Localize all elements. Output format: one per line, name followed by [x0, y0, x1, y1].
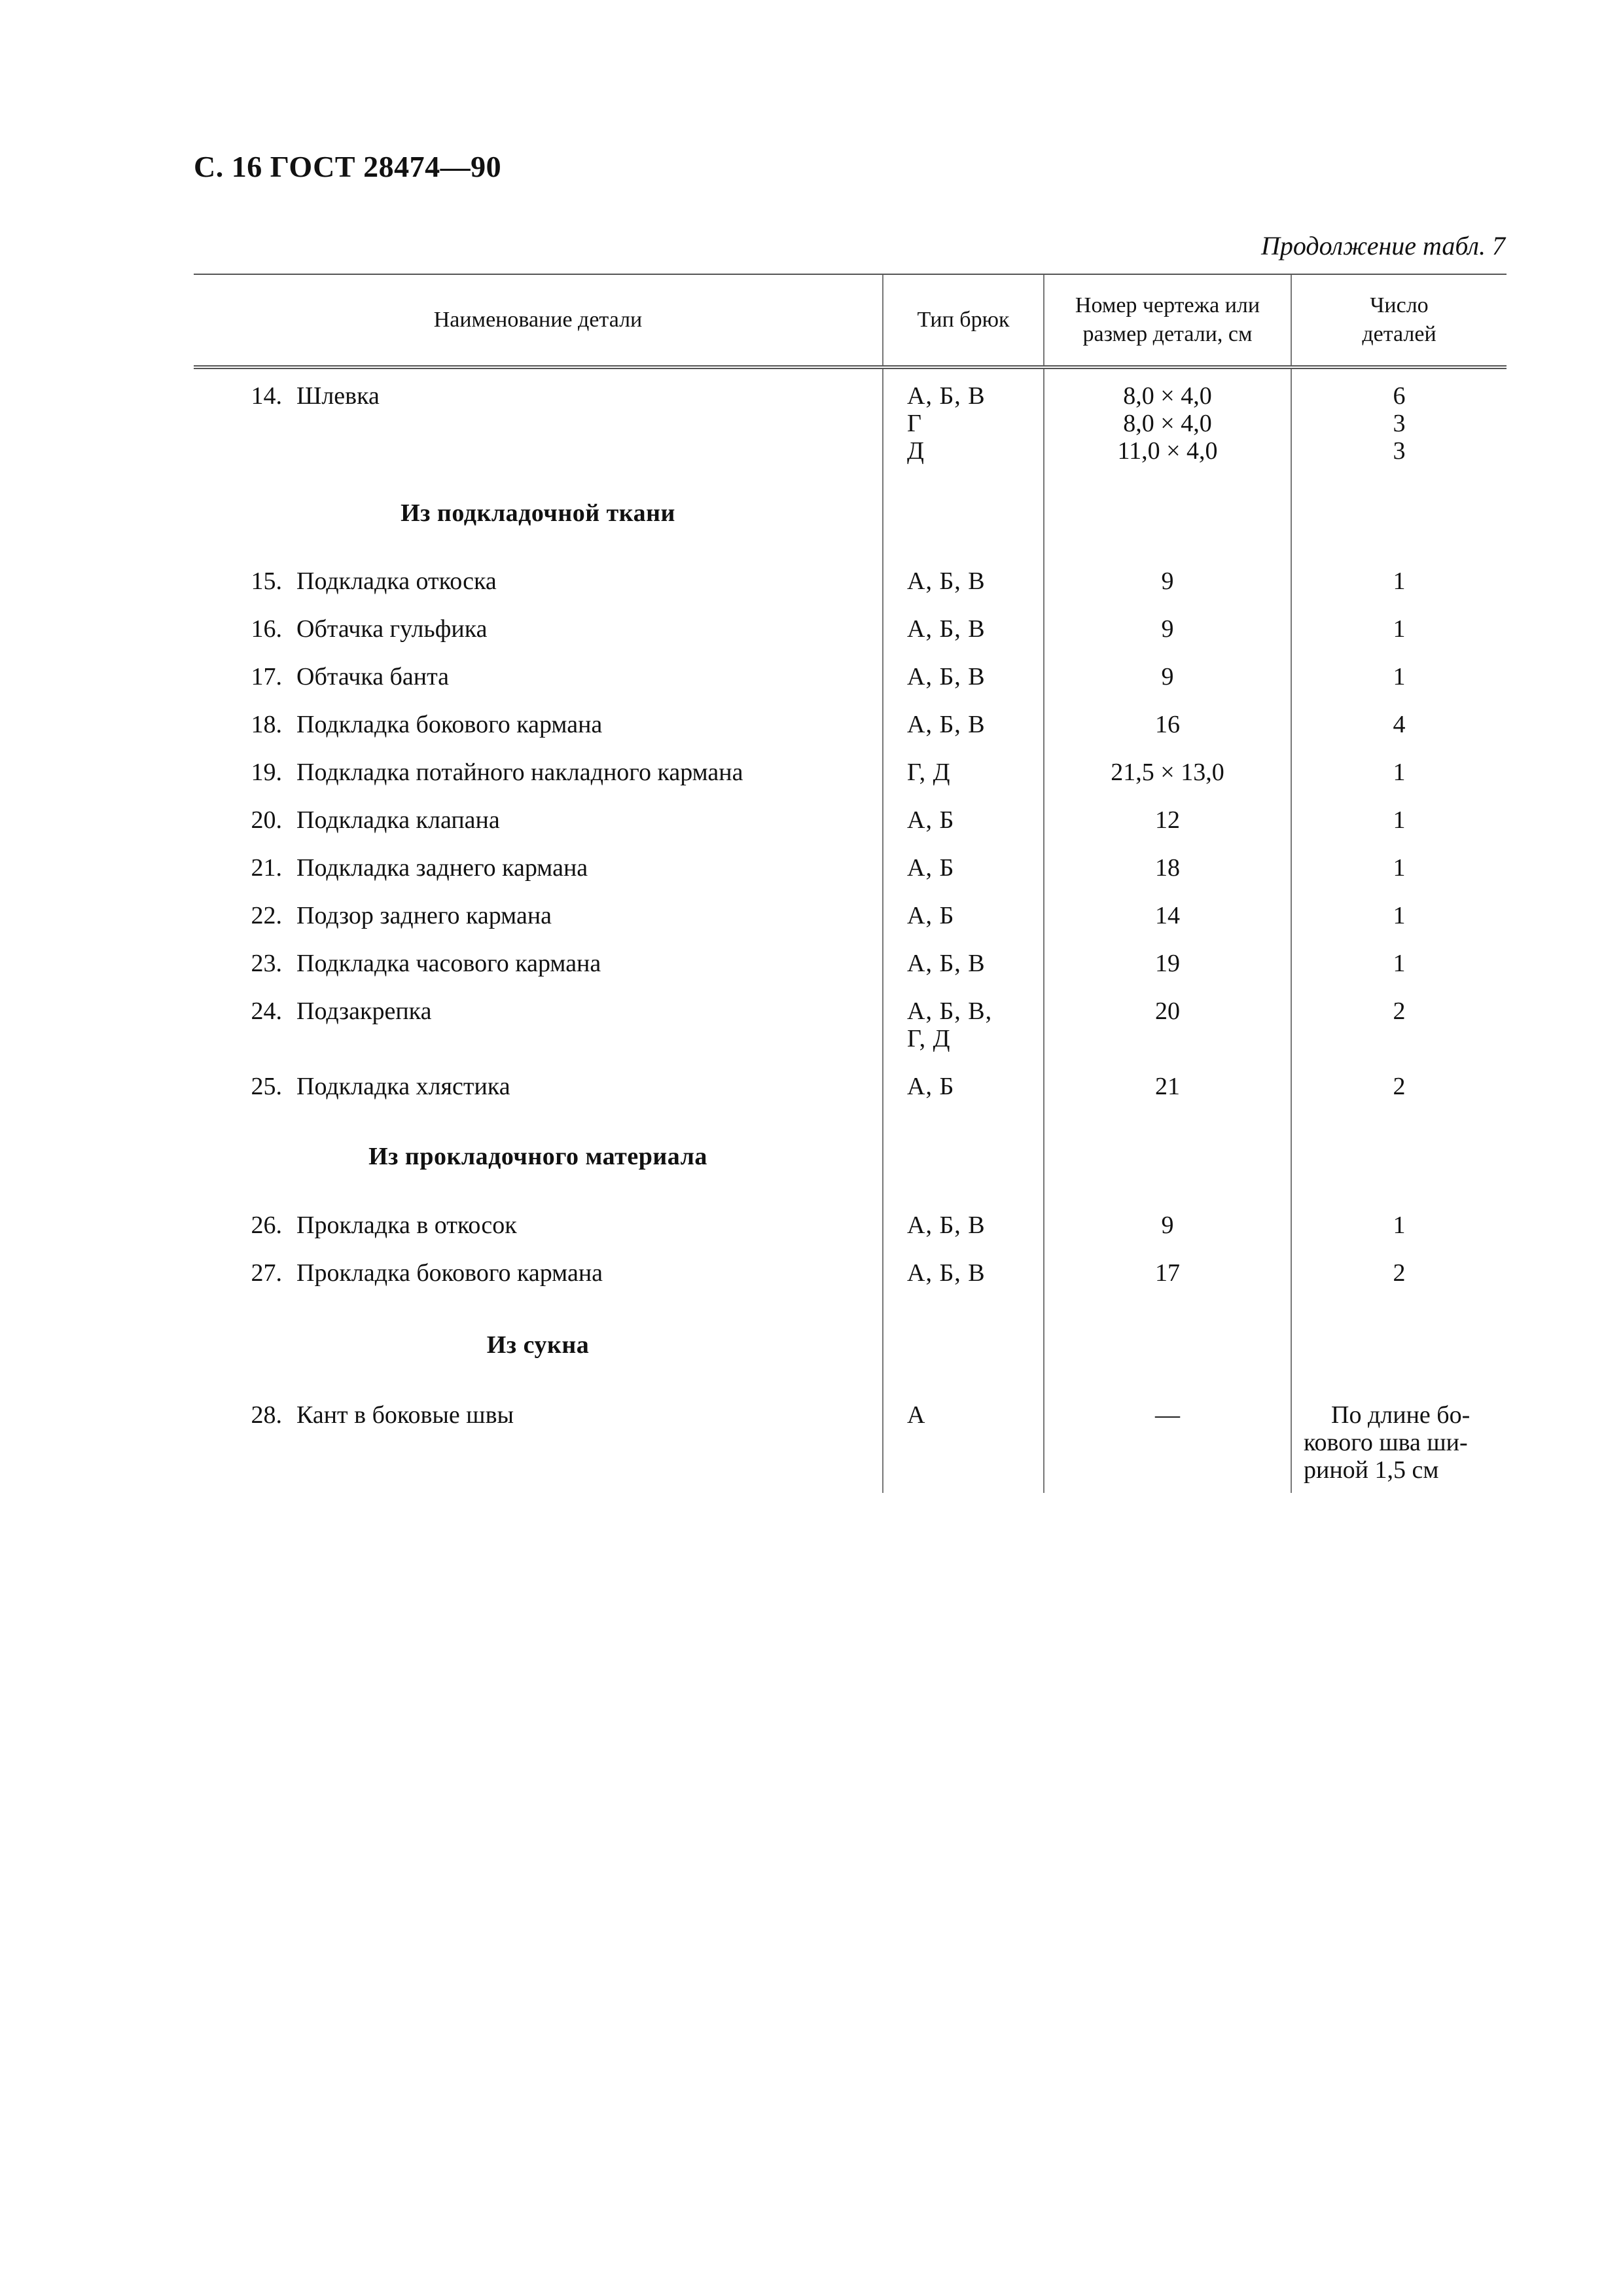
- row-number: 24.: [251, 997, 282, 1025]
- row-number: 21.: [251, 854, 282, 882]
- empty-cell: [883, 1193, 1044, 1211]
- row-name-cell: [194, 759, 883, 806]
- table-row: [194, 367, 1507, 477]
- column-header-drawing-line1: Номер чертежа или: [1075, 293, 1260, 317]
- row-name: Подкладка откоска: [296, 567, 497, 595]
- row-count: 2: [1291, 1073, 1507, 1120]
- spacer-row: [194, 1383, 1507, 1401]
- empty-cell: [883, 1120, 1044, 1193]
- empty-cell: [194, 549, 883, 567]
- table-row: [194, 759, 1507, 806]
- empty-cell: [1044, 1307, 1291, 1383]
- row-type: А, Б: [883, 806, 1044, 854]
- table-row: [194, 663, 1507, 711]
- row-drawing: 9: [1044, 567, 1291, 615]
- row-name-cell: [194, 1073, 883, 1120]
- column-header-drawing-line2: размер детали, см: [1082, 322, 1253, 346]
- row-count: 1: [1291, 759, 1507, 806]
- row-name: Обтачка гульфика: [296, 615, 488, 643]
- row-number: 17.: [251, 663, 282, 691]
- empty-cell: [194, 1193, 883, 1211]
- row-drawing: 8,0 × 4,0: [1123, 382, 1212, 410]
- row-type: А, Б, В: [883, 711, 1044, 759]
- row-drawing: 19: [1044, 950, 1291, 997]
- row-drawing: 16: [1044, 711, 1291, 759]
- row-number: 26.: [251, 1211, 282, 1239]
- row-name: Подкладка хлястика: [296, 1073, 510, 1100]
- empty-cell: [1044, 1383, 1291, 1401]
- row-name: Кант в боковые швы: [296, 1401, 514, 1429]
- empty-cell: [194, 1383, 883, 1401]
- row-count-cell: [1291, 1401, 1507, 1493]
- column-header-name-text: Наименование детали: [433, 308, 643, 332]
- table-row: [194, 1259, 1507, 1307]
- section-row: [194, 1120, 1507, 1193]
- column-header-drawing: [1044, 274, 1291, 367]
- table-row: [194, 1073, 1507, 1120]
- row-count: 4: [1291, 711, 1507, 759]
- table-row: [194, 902, 1507, 950]
- row-count: 3: [1393, 410, 1406, 437]
- section-row: [194, 477, 1507, 549]
- row-name: Подкладка часового кармана: [296, 950, 601, 977]
- column-header-count: [1291, 274, 1507, 367]
- row-name-cell: [194, 367, 883, 477]
- row-number: 22.: [251, 902, 282, 929]
- table-row: [194, 950, 1507, 997]
- row-name-cell: [194, 567, 883, 615]
- empty-cell: [883, 477, 1044, 549]
- row-count: 2: [1291, 1259, 1507, 1307]
- empty-cell: [1291, 1193, 1507, 1211]
- row-count-cell: [1291, 367, 1507, 477]
- empty-cell: [883, 1383, 1044, 1401]
- row-name: Подзор заднего кармана: [296, 902, 552, 929]
- row-type: А, Б, В: [883, 1211, 1044, 1259]
- row-name: Подкладка бокового кармана: [296, 711, 603, 738]
- empty-cell: [883, 1307, 1044, 1383]
- row-count: 1: [1291, 663, 1507, 711]
- row-count: 1: [1291, 902, 1507, 950]
- row-name-cell: [194, 663, 883, 711]
- table-row: [194, 1211, 1507, 1259]
- row-type: А, Б: [883, 1073, 1044, 1120]
- table-row: [194, 1401, 1507, 1493]
- row-drawing: 21: [1044, 1073, 1291, 1120]
- row-type: А, Б: [883, 902, 1044, 950]
- row-name-cell: [194, 1259, 883, 1307]
- table-row: [194, 711, 1507, 759]
- row-type-cell: [883, 997, 1044, 1073]
- empty-cell: [1044, 477, 1291, 549]
- row-type: Д: [907, 437, 925, 465]
- empty-cell: [1291, 1120, 1507, 1193]
- row-type: Г: [907, 410, 922, 437]
- row-type: А, Б: [883, 854, 1044, 902]
- row-count: 1: [1291, 1211, 1507, 1259]
- row-name: Прокладка в откосок: [296, 1211, 517, 1239]
- row-name-cell: [194, 997, 883, 1073]
- row-name: Подкладка потайного накладного кармана: [296, 759, 743, 786]
- row-count: 1: [1291, 567, 1507, 615]
- row-number: 20.: [251, 806, 282, 834]
- row-number: 18.: [251, 711, 282, 738]
- row-type: А, Б, В,: [907, 997, 993, 1025]
- row-number: 25.: [251, 1073, 282, 1100]
- row-name-cell: [194, 1211, 883, 1259]
- empty-cell: [1291, 1383, 1507, 1401]
- empty-cell: [1044, 1120, 1291, 1193]
- row-name: Прокладка бокового кармана: [296, 1259, 603, 1287]
- row-number: 23.: [251, 950, 282, 977]
- section-heading-interlining: Из прокладочного материала: [368, 1143, 707, 1170]
- empty-cell: [1044, 1193, 1291, 1211]
- column-header-count-line2: деталей: [1362, 322, 1436, 346]
- row-drawing-cell: [1044, 367, 1291, 477]
- row-name: Обтачка банта: [296, 663, 450, 691]
- row-count: 1: [1291, 854, 1507, 902]
- row-count: 3: [1393, 437, 1406, 465]
- section-row: [194, 1307, 1507, 1383]
- empty-cell: [883, 549, 1044, 567]
- table-row: [194, 854, 1507, 902]
- column-header-type-text: Тип брюк: [917, 308, 1010, 332]
- row-type: Г, Д: [907, 1025, 951, 1052]
- row-name-cell: [194, 1401, 883, 1493]
- row-drawing: 18: [1044, 854, 1291, 902]
- row-type: А, Б, В: [883, 950, 1044, 997]
- row-type: А, Б, В: [883, 567, 1044, 615]
- empty-cell: [1291, 1307, 1507, 1383]
- row-number: 15.: [251, 567, 282, 595]
- row-name-cell: [194, 615, 883, 663]
- empty-cell: [1044, 549, 1291, 567]
- row-type: А, Б, В: [883, 615, 1044, 663]
- table-row: [194, 615, 1507, 663]
- table-row: [194, 806, 1507, 854]
- spacer-row: [194, 549, 1507, 567]
- empty-cell: [1291, 477, 1507, 549]
- spacer-row: [194, 1193, 1507, 1211]
- row-name-cell: [194, 854, 883, 902]
- row-drawing: 8,0 × 4,0: [1123, 410, 1212, 437]
- row-number: 19.: [251, 759, 282, 786]
- row-type: Г, Д: [883, 759, 1044, 806]
- row-drawing: 20: [1044, 997, 1291, 1073]
- row-name-cell: [194, 950, 883, 997]
- row-number: 28.: [251, 1401, 282, 1429]
- page-title: С. 16 ГОСТ 28474—90: [194, 150, 502, 183]
- row-drawing: 11,0 × 4,0: [1117, 437, 1218, 465]
- row-name: Подкладка заднего кармана: [296, 854, 588, 882]
- row-count-line: По длине бо-: [1331, 1401, 1471, 1429]
- column-header-name: [194, 274, 883, 367]
- row-number: 27.: [251, 1259, 282, 1287]
- row-drawing: 21,5 × 13,0: [1044, 759, 1291, 806]
- column-header-type: [883, 274, 1044, 367]
- column-header-count-line1: Число: [1370, 293, 1429, 317]
- row-count-line: риной 1,5 см: [1304, 1456, 1439, 1484]
- table-continuation-label: Продолжение табл. 7: [1260, 231, 1505, 260]
- row-name-cell: [194, 902, 883, 950]
- row-name: Подкладка клапана: [296, 806, 500, 834]
- row-name: Шлевка: [296, 382, 380, 410]
- row-count: 1: [1291, 950, 1507, 997]
- parts-table: [194, 274, 1507, 1493]
- row-name: Подзакрепка: [296, 997, 432, 1025]
- row-count-line: кового шва ши-: [1304, 1429, 1468, 1456]
- row-count: 2: [1291, 997, 1507, 1073]
- table-row: [194, 567, 1507, 615]
- row-drawing: 9: [1044, 1211, 1291, 1259]
- section-heading-cloth: Из сукна: [486, 1331, 590, 1359]
- table-row: [194, 997, 1507, 1073]
- row-count: 1: [1291, 806, 1507, 854]
- row-number: 16.: [251, 615, 282, 643]
- row-drawing: 17: [1044, 1259, 1291, 1307]
- row-drawing: 9: [1044, 663, 1291, 711]
- row-type-cell: [883, 367, 1044, 477]
- row-drawing: 14: [1044, 902, 1291, 950]
- row-drawing: 9: [1044, 615, 1291, 663]
- row-name-cell: [194, 711, 883, 759]
- row-drawing: —: [1044, 1401, 1291, 1493]
- row-count: 1: [1291, 615, 1507, 663]
- section-heading-lining: Из подкладочной ткани: [401, 499, 675, 527]
- row-type: А, Б, В: [883, 663, 1044, 711]
- row-drawing: 12: [1044, 806, 1291, 854]
- row-type: А: [883, 1401, 1044, 1493]
- parts-table-wrapper: [194, 274, 1507, 1493]
- empty-cell: [1291, 549, 1507, 567]
- row-count: 6: [1393, 382, 1406, 410]
- row-type: А, Б, В: [883, 1259, 1044, 1307]
- table-header-row: [194, 274, 1507, 367]
- row-type: А, Б, В: [907, 382, 986, 410]
- row-name-cell: [194, 806, 883, 854]
- row-number: 14.: [251, 382, 282, 410]
